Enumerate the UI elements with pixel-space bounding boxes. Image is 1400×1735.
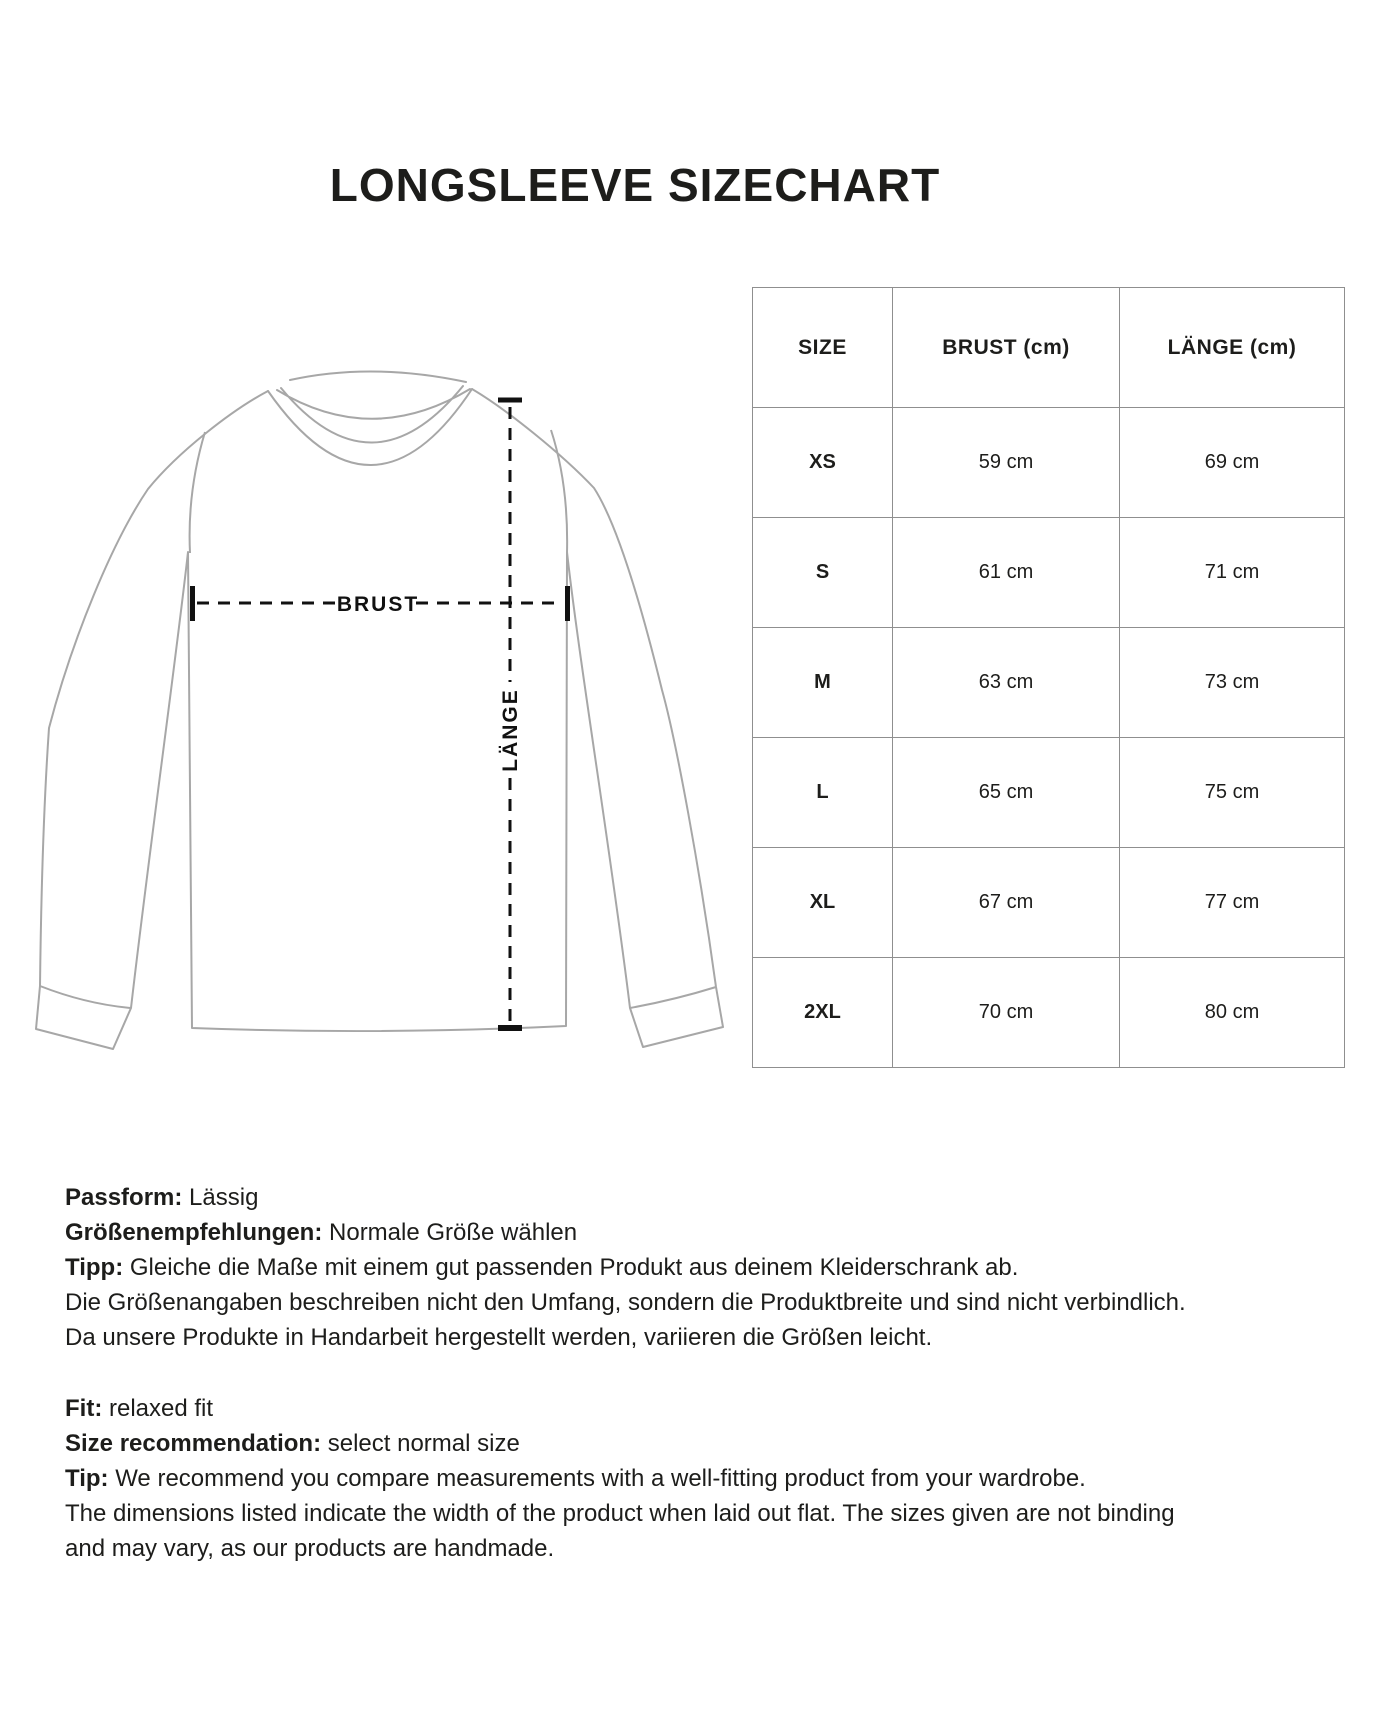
info-line — [65, 1391, 1365, 1426]
brust-cell: 65 cm — [893, 738, 1120, 848]
size-cell: M — [753, 628, 893, 738]
info-line — [65, 1285, 1365, 1320]
info-line — [65, 1180, 1365, 1215]
size-cell: L — [753, 738, 893, 848]
brust-cell: 67 cm — [893, 848, 1120, 958]
info-line-text: select normal size — [321, 1430, 520, 1457]
info-german — [65, 1180, 1365, 1355]
laenge-cell: 73 cm — [1120, 628, 1345, 738]
right-cuff-seam — [630, 987, 716, 1008]
table-row — [753, 848, 1345, 958]
info-line-label: Größenempfehlungen: — [65, 1219, 323, 1246]
table-row — [753, 518, 1345, 628]
size-table — [752, 287, 1345, 1068]
info-line-label: Size recommendation: — [65, 1430, 322, 1457]
length-measure-label: LÄNGE — [499, 688, 522, 772]
laenge-cell: 69 cm — [1120, 408, 1345, 518]
table-header-size: SIZE — [753, 288, 893, 408]
laenge-cell: 80 cm — [1120, 958, 1345, 1068]
info-line-text: relaxed fit — [102, 1395, 214, 1422]
info-line-label: Tip: — [65, 1465, 109, 1492]
table-row — [753, 958, 1345, 1068]
brust-cell: 63 cm — [893, 628, 1120, 738]
page-title: LONGSLEEVE SIZECHART — [329, 159, 941, 211]
left-cuff-seam — [40, 986, 131, 1008]
info-line-text: Da unsere Produkte in Handarbeit hergestellt werden, variieren die Größen leicht. — [65, 1324, 933, 1351]
size-cell: S — [753, 518, 893, 628]
info-line-text: The dimensions listed indicate the width of the product when laid out flat. The sizes given are not binding — [65, 1500, 1175, 1527]
laenge-cell: 75 cm — [1120, 738, 1345, 848]
brust-cell: 70 cm — [893, 958, 1120, 1068]
left-armhole-seam — [190, 432, 205, 553]
info-line-text: Die Größenangaben beschreiben nicht den Umfang, sondern die Produktbreite und sind nicht verbindlich. — [65, 1289, 1186, 1316]
table-header-laenge: LÄNGE (cm) — [1120, 288, 1345, 408]
laenge-cell: 71 cm — [1120, 518, 1345, 628]
info-line — [65, 1426, 1365, 1461]
info-line — [65, 1531, 1365, 1566]
laenge-cell: 77 cm — [1120, 848, 1345, 958]
info-line — [65, 1496, 1365, 1531]
table-row — [753, 408, 1345, 518]
size-cell: 2XL — [753, 958, 893, 1068]
collar — [268, 371, 472, 465]
info-line-label: Tipp: — [65, 1254, 124, 1281]
info-line — [65, 1215, 1365, 1250]
info-line — [65, 1320, 1365, 1355]
info-line-text: Normale Größe wählen — [322, 1219, 578, 1246]
size-cell: XL — [753, 848, 893, 958]
info-line-text: and may vary, as our products are handmade. — [65, 1535, 555, 1562]
table-row — [753, 738, 1345, 848]
info-line-text: We recommend you compare measurements with a well-fitting product from your wardrobe. — [108, 1465, 1086, 1492]
shirt-diagram — [0, 0, 760, 1100]
info-line-label: Passform: — [65, 1184, 183, 1211]
shirt-outline — [36, 389, 723, 1049]
brust-cell: 59 cm — [893, 408, 1120, 518]
table-header-brust: BRUST (cm) — [893, 288, 1120, 408]
info-english — [65, 1391, 1365, 1566]
table-row — [753, 628, 1345, 738]
info-line-text: Lässig — [182, 1184, 259, 1211]
brust-cell: 61 cm — [893, 518, 1120, 628]
chest-measure-label: BRUST — [336, 593, 420, 616]
info-line-label: Fit: — [65, 1395, 103, 1422]
info-line — [65, 1250, 1365, 1285]
size-cell: XS — [753, 408, 893, 518]
info-line — [65, 1461, 1365, 1496]
info-line-text: Gleiche die Maße mit einem gut passenden Produkt aus deinem Kleiderschrank ab. — [123, 1254, 1019, 1281]
table-header-row — [753, 288, 1345, 408]
